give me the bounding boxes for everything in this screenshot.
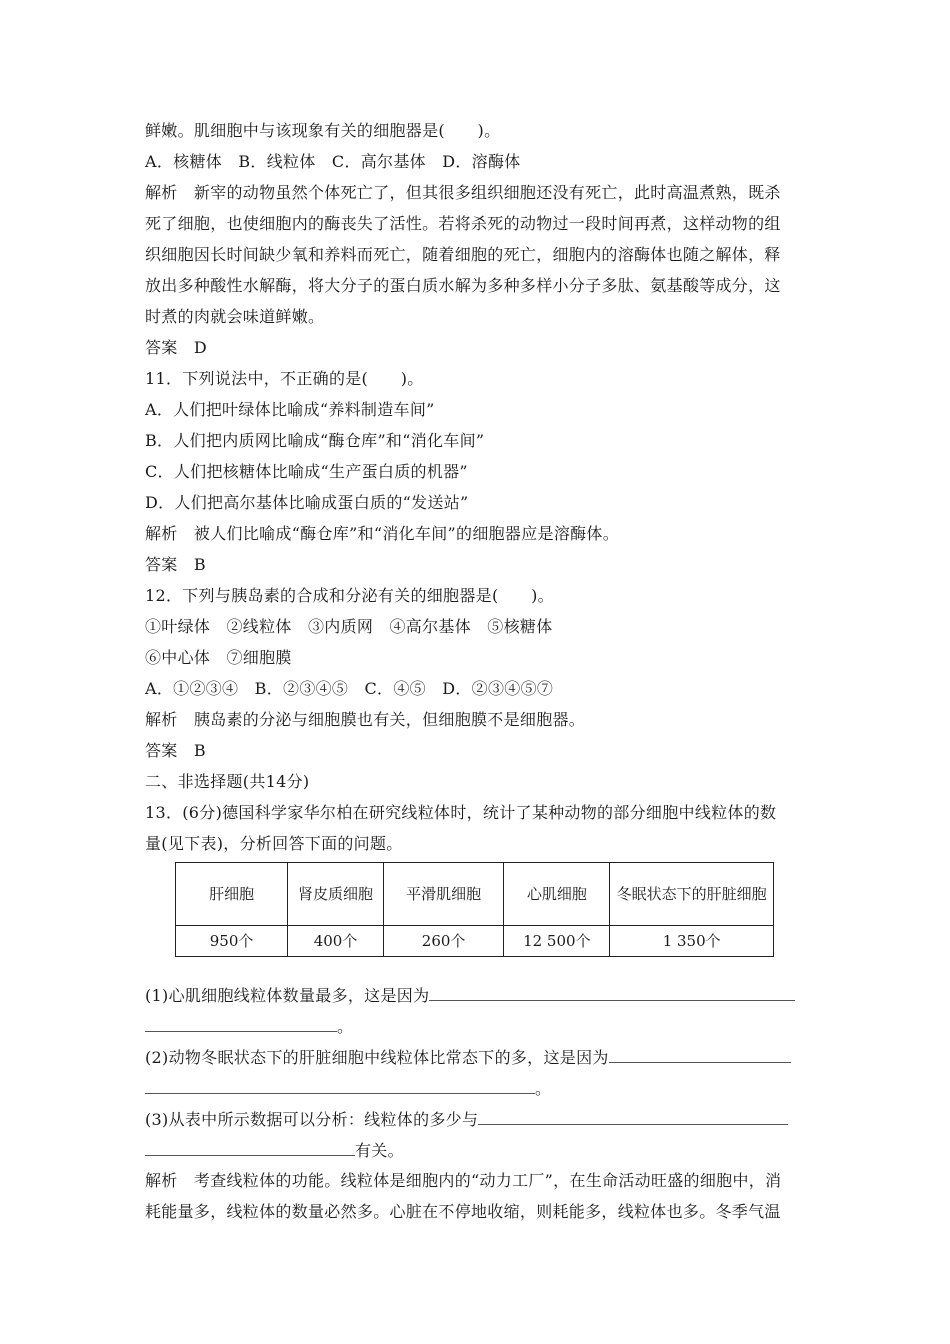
table-cell: 260个: [383, 926, 503, 957]
analysis-line: 放出多种酸性水解酶，将大分子的蛋白质水解为多种多样小分子多肽、氨基酸等成分，这: [145, 276, 781, 295]
subquestion-3-text: (3)从表中所示数据可以分析：线粒体的多少与: [145, 1110, 479, 1129]
subquestion-3-cont: [145, 1139, 404, 1162]
question-10-options: A．核糖体 B．线粒体 C．高尔基体 D．溶酶体: [145, 152, 521, 171]
answer-line: 答案 B: [145, 741, 206, 760]
answer-line: 答案 D: [145, 338, 208, 357]
answer-blank[interactable]: [429, 984, 795, 1001]
analysis-line: 时煮的肉就会味道鲜嫩。: [145, 307, 325, 326]
text-line: 鲜嫩。肌细胞中与该现象有关的细胞器是( )。: [145, 121, 501, 140]
analysis-line: 织细胞因长时间缺少氧和养料而死亡，随着细胞的死亡，细胞内的溶酶体也随之解体，释: [145, 245, 781, 264]
question-11-option-d: D．人们把高尔基体比喻成蛋白质的“发送站”: [145, 493, 469, 512]
question-12-stem: 12．下列与胰岛素的合成和分泌有关的细胞器是( )。: [145, 586, 554, 605]
analysis-line: 解析 胰岛素的分泌与细胞膜也有关，但细胞膜不是细胞器。: [145, 710, 586, 729]
analysis-line: 解析 考查线粒体的功能。线粒体是细胞内的“动力工厂”，在生命活动旺盛的细胞中，消: [145, 1171, 782, 1190]
subquestion-2: [145, 1046, 791, 1069]
question-11-stem: 11．下列说法中，不正确的是( )。: [145, 369, 424, 388]
subquestion-3-suffix: 有关。: [355, 1141, 404, 1160]
answer-blank[interactable]: [145, 1015, 337, 1032]
table-header-cell: 肾皮质细胞: [288, 863, 384, 926]
question-11-option-b: B．人们把内质网比喻成“酶仓库”和“消化车间”: [145, 431, 485, 450]
question-12-items: ①叶绿体 ②线粒体 ③内质网 ④高尔基体 ⑤核糖体: [145, 617, 553, 636]
subquestion-2-cont: [145, 1077, 551, 1100]
subquestion-1-text: (1)心肌细胞线粒体数量最多，这是因为: [145, 986, 430, 1005]
period-mark: 。: [535, 1079, 552, 1098]
subquestion-1-cont: [145, 1015, 353, 1038]
table-cell: 1 350个: [610, 926, 774, 957]
section-heading: 二、非选择题(共14分): [145, 772, 310, 791]
table-row: [176, 926, 774, 957]
table-header-cell: 冬眠状态下的肝脏细胞: [610, 863, 774, 926]
analysis-line: 耗能量多，线粒体的数量必然多。心脏在不停地收缩，则耗能多，线粒体也多。冬季气温: [145, 1202, 781, 1221]
mitochondria-count-table: [175, 862, 774, 957]
analysis-line: 死了细胞，也使细胞内的酶丧失了活性。若将杀死的动物过一段时间再煮，这样动物的组: [145, 214, 781, 233]
answer-blank[interactable]: [609, 1046, 791, 1063]
question-12-items: ⑥中心体 ⑦细胞膜: [145, 648, 292, 667]
table-header-cell: 肝细胞: [176, 863, 288, 926]
question-11-option-a: A．人们把叶绿体比喻成“养料制造车间”: [145, 400, 435, 419]
answer-blank[interactable]: [478, 1108, 788, 1125]
table-cell: 400个: [288, 926, 384, 957]
question-13-stem: 量(见下表)，分析回答下面的问题。: [145, 834, 403, 853]
answer-blank[interactable]: [145, 1077, 535, 1094]
question-13-stem: 13．(6分)德国科学家华尔柏在研究线粒体时，统计了某种动物的部分细胞中线粒体的数: [145, 803, 777, 822]
period-mark: 。: [337, 1017, 354, 1036]
question-12-options: A．①②③④ B．②③④⑤ C．④⑤ D．②③④⑤⑦: [145, 679, 554, 698]
answer-blank[interactable]: [145, 1139, 355, 1156]
analysis-line: 解析 被人们比喻成“酶仓库”和“消化车间”的细胞器应是溶酶体。: [145, 524, 620, 543]
question-11-option-c: C．人们把核糖体比喻成“生产蛋白质的机器”: [145, 462, 468, 481]
answer-line: 答案 B: [145, 555, 206, 574]
table-header-cell: 平滑肌细胞: [383, 863, 503, 926]
table-cell: 12 500个: [504, 926, 610, 957]
analysis-line: 解析 新宰的动物虽然个体死亡了，但其很多组织细胞还没有死亡，此时高温煮熟，既杀: [145, 183, 781, 202]
subquestion-3: [145, 1108, 788, 1131]
table-cell: 950个: [176, 926, 288, 957]
subquestion-1: [145, 984, 795, 1007]
table-header-cell: 心肌细胞: [504, 863, 610, 926]
table-header-row: [176, 863, 774, 926]
subquestion-2-text: (2)动物冬眠状态下的肝脏细胞中线粒体比常态下的多，这是因为: [145, 1048, 609, 1067]
